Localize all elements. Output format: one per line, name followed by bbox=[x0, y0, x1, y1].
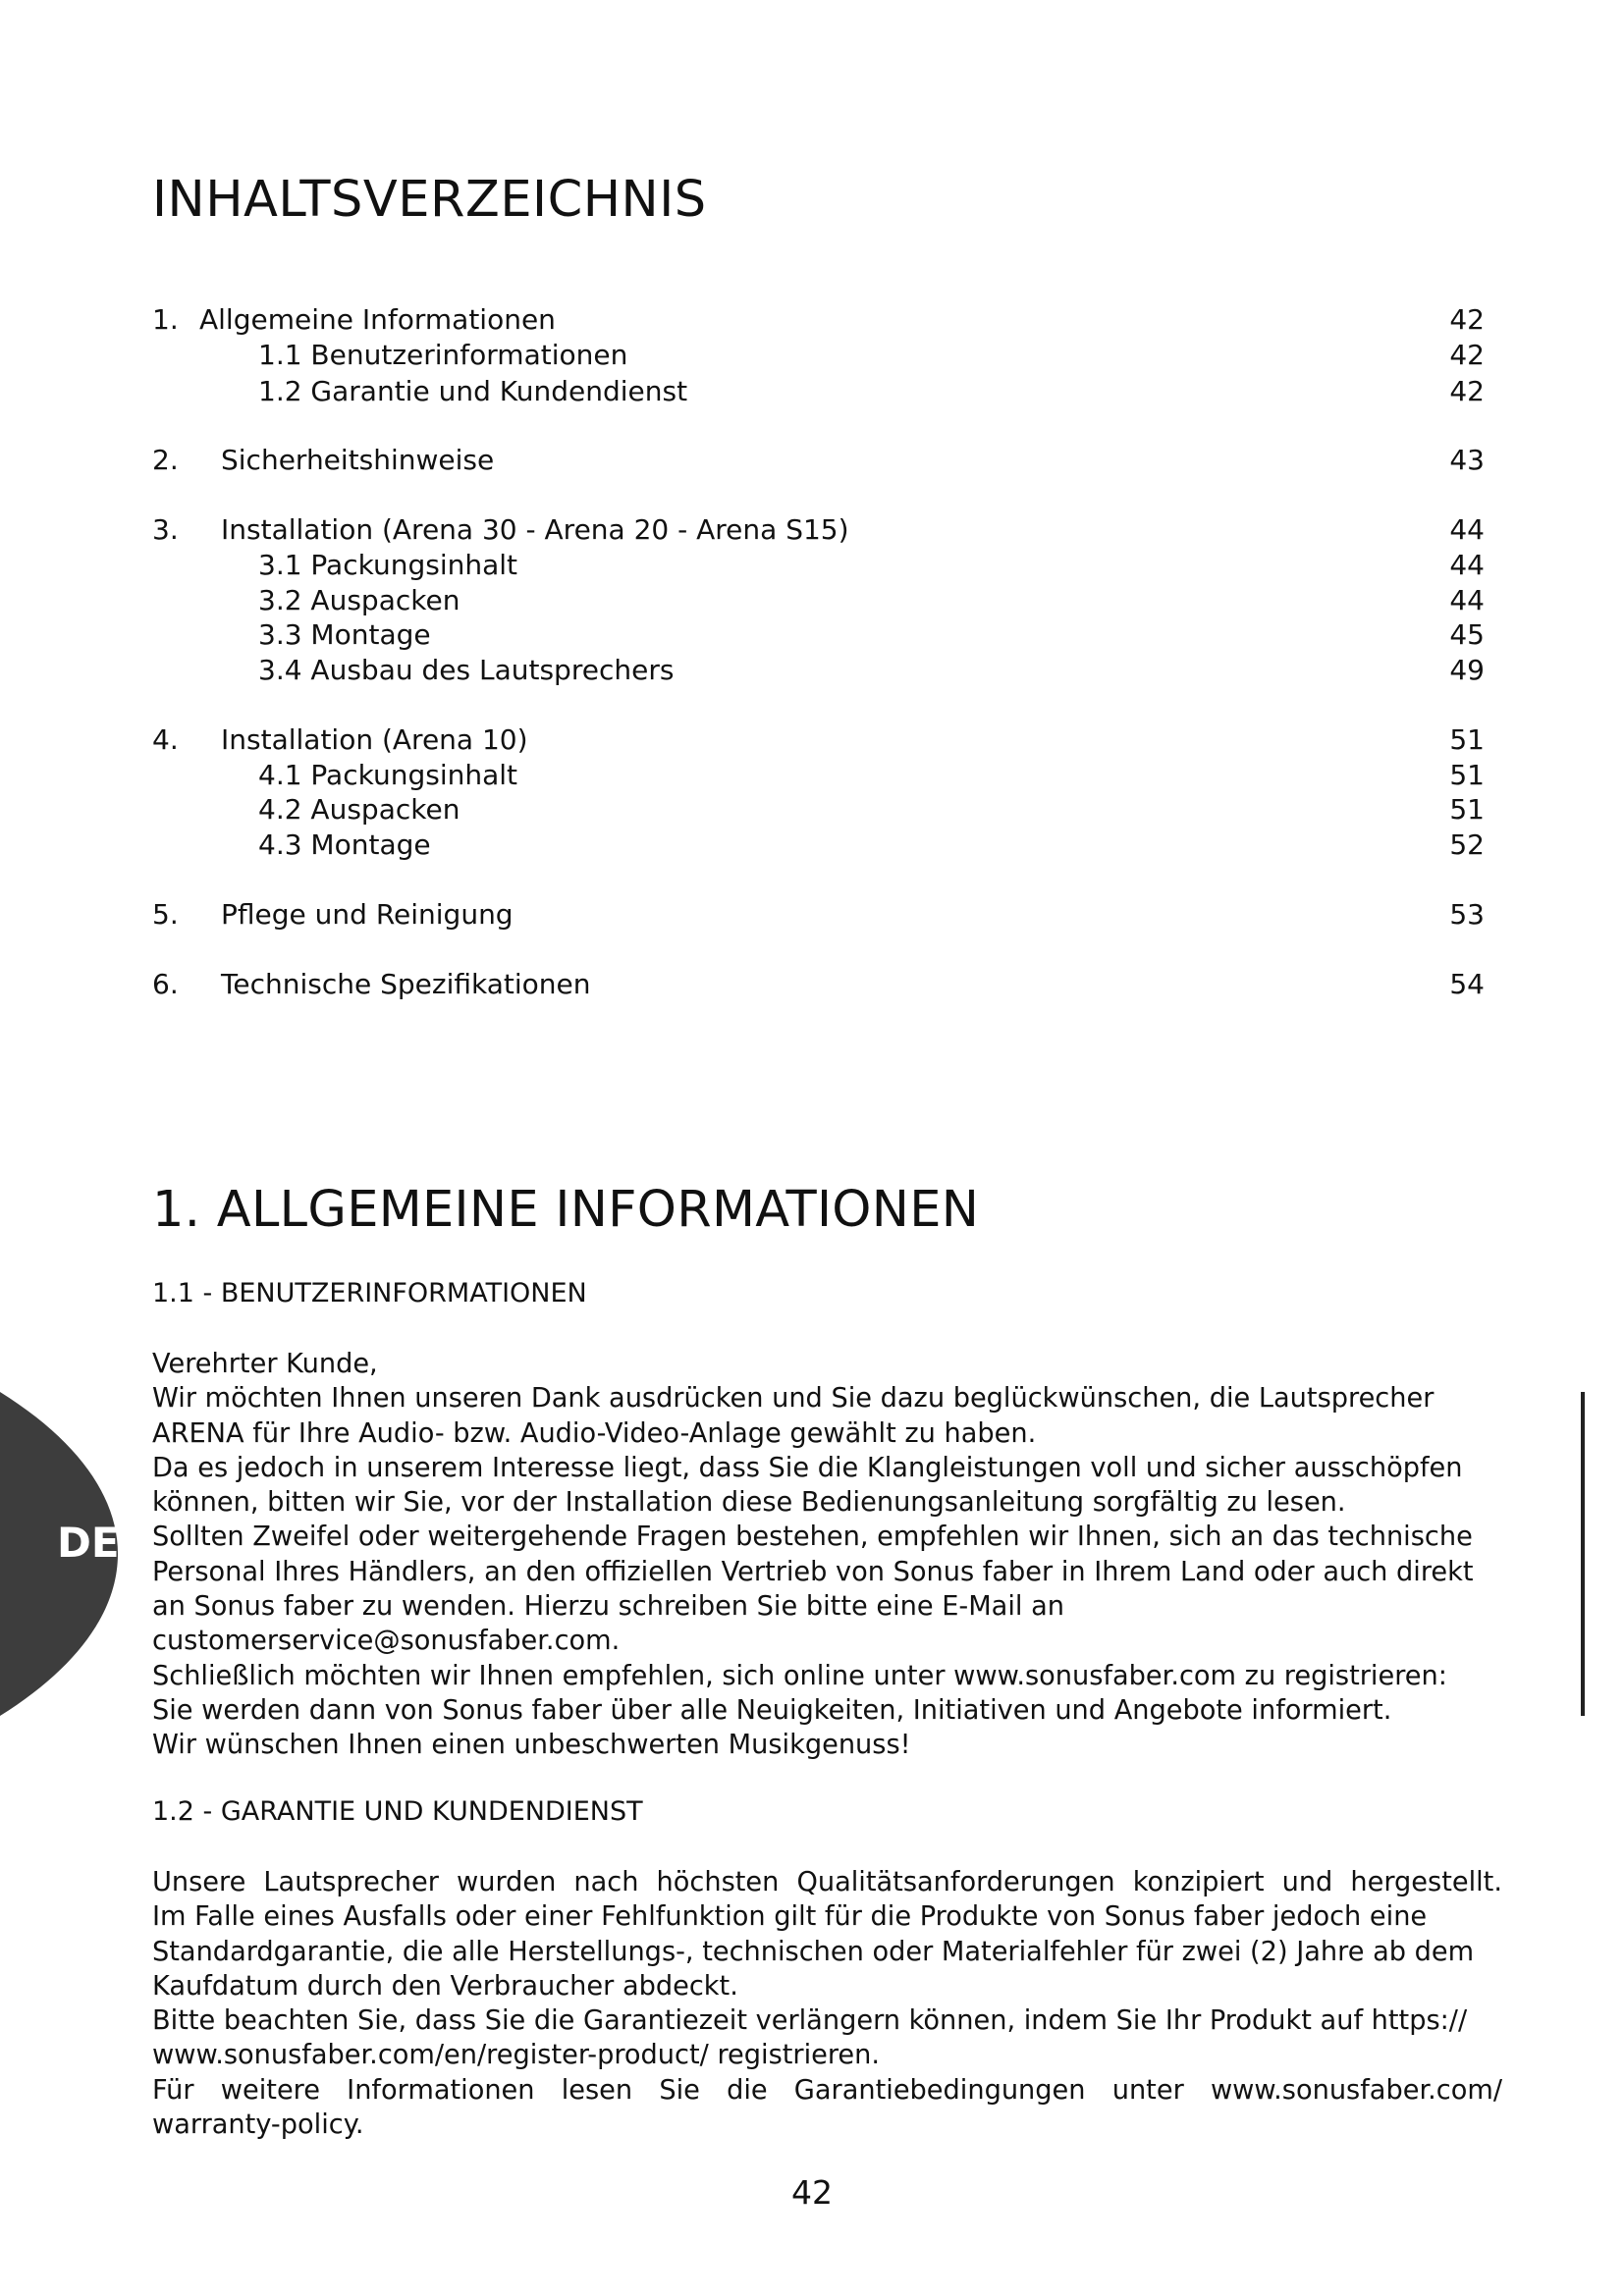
toc-entry-number: 1. bbox=[152, 303, 179, 336]
toc-entry-label: 4.3 Montage bbox=[258, 828, 431, 861]
text-line: Im Falle eines Ausfalls oder einer Fehlfunktion gilt für die Produkte von Sonus faber jedoch eine bbox=[152, 1901, 1428, 1933]
text-line: Personal Ihres Händlers, an den offiziellen Vertrieb von Sonus faber in Ihrem Land oder auch direkt bbox=[152, 1556, 1474, 1587]
text-line: an Sonus faber zu wenden. Hierzu schreiben Sie bitte eine E-Mail an customerservice@sonusfaber.com. bbox=[152, 1591, 1064, 1657]
text-line: Für weitere Informationen lesen Sie die Garantiebedingungen unter www.sonusfaber.com/ bbox=[152, 2074, 1502, 2106]
toc-entry-page: 42 bbox=[1449, 303, 1485, 336]
text-line: Kaufdatum durch den Verbraucher abdeckt. bbox=[152, 1970, 738, 2002]
toc-entry-page: 51 bbox=[1449, 793, 1485, 826]
toc-entry-page: 53 bbox=[1449, 898, 1485, 931]
toc-entry-label: Technische Spezifikationen bbox=[221, 968, 591, 1000]
text-line: ARENA für Ihre Audio- bzw. Audio-Video-Anlage gewählt zu haben. bbox=[152, 1417, 1037, 1449]
toc-entry-page: 49 bbox=[1449, 654, 1485, 686]
subsection-title-user-info: 1.1 - BENUTZERINFORMATIONEN bbox=[152, 1278, 587, 1308]
language-tab-label: DE bbox=[57, 1519, 120, 1567]
text-line: Standardgarantie, die alle Herstellungs-, technischen oder Materialfehler für zwei (2) Jahre ab dem bbox=[152, 1936, 1475, 1967]
toc-entry-label: 1.1 Benutzerinformationen bbox=[258, 339, 628, 371]
toc-entry-label: 3.3 Montage bbox=[258, 618, 431, 651]
toc-entry-number: 5. bbox=[152, 898, 179, 931]
toc-entry[interactable] bbox=[152, 443, 1485, 478]
toc-entry[interactable] bbox=[152, 828, 1485, 863]
toc-entry-label: 1.2 Garantie und Kundendienst bbox=[258, 375, 688, 407]
text-line: Bitte beachten Sie, dass Sie die Garantiezeit verlängern können, indem Sie Ihr Produkt auf https:// bbox=[152, 2005, 1468, 2037]
user-info-paragraph bbox=[152, 1347, 1502, 1763]
toc-entry-page: 45 bbox=[1449, 618, 1485, 651]
toc-entry-label: Sicherheitshinweise bbox=[221, 444, 495, 476]
toc-entry-label: 3.1 Packungsinhalt bbox=[258, 549, 518, 581]
toc-entry-number: 2. bbox=[152, 444, 179, 476]
text-line: Sollten Zweifel oder weitergehende Fragen bestehen, empfehlen wir Ihnen, sich an das technische bbox=[152, 1522, 1473, 1553]
toc-entry[interactable] bbox=[152, 548, 1485, 583]
text-line: www.sonusfaber.com/en/register-product/ registrieren. bbox=[152, 2040, 881, 2071]
toc-entry[interactable] bbox=[152, 722, 1485, 758]
toc-entry[interactable] bbox=[152, 374, 1485, 409]
toc-entry-page: 54 bbox=[1449, 968, 1485, 1000]
toc-entry[interactable] bbox=[152, 792, 1485, 828]
toc-entry-page: 42 bbox=[1449, 375, 1485, 407]
text-line: Da es jedoch in unserem Interesse liegt, dass Sie die Klangleistungen voll und sicher ausschöpfen bbox=[152, 1452, 1463, 1483]
toc-entry-number: 4. bbox=[152, 723, 179, 756]
text-line: Wir möchten Ihnen unseren Dank ausdrücken und Sie dazu beglückwünschen, die Lautsprecher bbox=[152, 1383, 1435, 1415]
text-line: warranty-policy. bbox=[152, 2109, 364, 2141]
toc-entry-page: 42 bbox=[1449, 339, 1485, 371]
toc-entry-label: Allgemeine Informationen bbox=[199, 303, 556, 336]
warranty-paragraph bbox=[152, 1865, 1502, 2142]
page-number: 42 bbox=[791, 2173, 833, 2212]
toc-entry-page: 43 bbox=[1449, 444, 1485, 476]
toc-entry-page: 51 bbox=[1449, 723, 1485, 756]
section-title: 1. ALLGEMEINE INFORMATIONEN bbox=[152, 1181, 980, 1239]
text-line: Wir wünschen Ihnen einen unbeschwerten Musikgenuss! bbox=[152, 1730, 911, 1761]
toc-entry-label: Installation (Arena 10) bbox=[221, 723, 528, 756]
toc-entry-page: 52 bbox=[1449, 828, 1485, 861]
toc-entry-label: 3.4 Ausbau des Lautsprechers bbox=[258, 654, 675, 686]
subsection-title-warranty: 1.2 - GARANTIE UND KUNDENDIENST bbox=[152, 1796, 643, 1827]
text-line: Unsere Lautsprecher wurden nach höchsten Qualitätsanforderungen konzipiert und hergestellt. bbox=[152, 1867, 1502, 1897]
toc-entry-label: 3.2 Auspacken bbox=[258, 584, 460, 616]
text-line: können, bitten wir Sie, vor der Installation diese Bedienungsanleitung sorgfältig zu lesen. bbox=[152, 1487, 1346, 1519]
toc-entry[interactable] bbox=[152, 302, 1485, 338]
toc-entry[interactable] bbox=[152, 617, 1485, 653]
toc-entry-page: 44 bbox=[1449, 584, 1485, 616]
toc-title: INHALTSVERZEICHNIS bbox=[152, 171, 707, 229]
toc-entry-number: 6. bbox=[152, 968, 179, 1000]
toc-entry-label: 4.2 Auspacken bbox=[258, 793, 460, 826]
toc-entry[interactable] bbox=[152, 897, 1485, 933]
toc-entry[interactable] bbox=[152, 583, 1485, 618]
text-line: Schließlich möchten wir Ihnen empfehlen, sich online unter www.sonusfaber.com zu registrieren: bbox=[152, 1660, 1447, 1691]
toc-entry-label: Installation (Arena 30 - Arena 20 - Arena S15) bbox=[221, 513, 849, 546]
toc-entry[interactable] bbox=[152, 967, 1485, 1002]
text-line: Sie werden dann von Sonus faber über alle Neuigkeiten, Initiativen und Angebote informiert. bbox=[152, 1694, 1392, 1726]
toc-entry-page: 51 bbox=[1449, 759, 1485, 791]
side-rule bbox=[1581, 1392, 1585, 1716]
toc-entry-page: 44 bbox=[1449, 549, 1485, 581]
toc-entry-page: 44 bbox=[1449, 513, 1485, 546]
text-line: Verehrter Kunde, bbox=[152, 1349, 378, 1379]
toc-entry[interactable] bbox=[152, 338, 1485, 373]
toc-entry-label: 4.1 Packungsinhalt bbox=[258, 759, 518, 791]
toc-entry[interactable] bbox=[152, 512, 1485, 548]
toc-entry[interactable] bbox=[152, 758, 1485, 793]
toc-entry[interactable] bbox=[152, 653, 1485, 688]
toc-entry-label: Pflege und Reinigung bbox=[221, 898, 514, 931]
toc-entry-number: 3. bbox=[152, 513, 179, 546]
